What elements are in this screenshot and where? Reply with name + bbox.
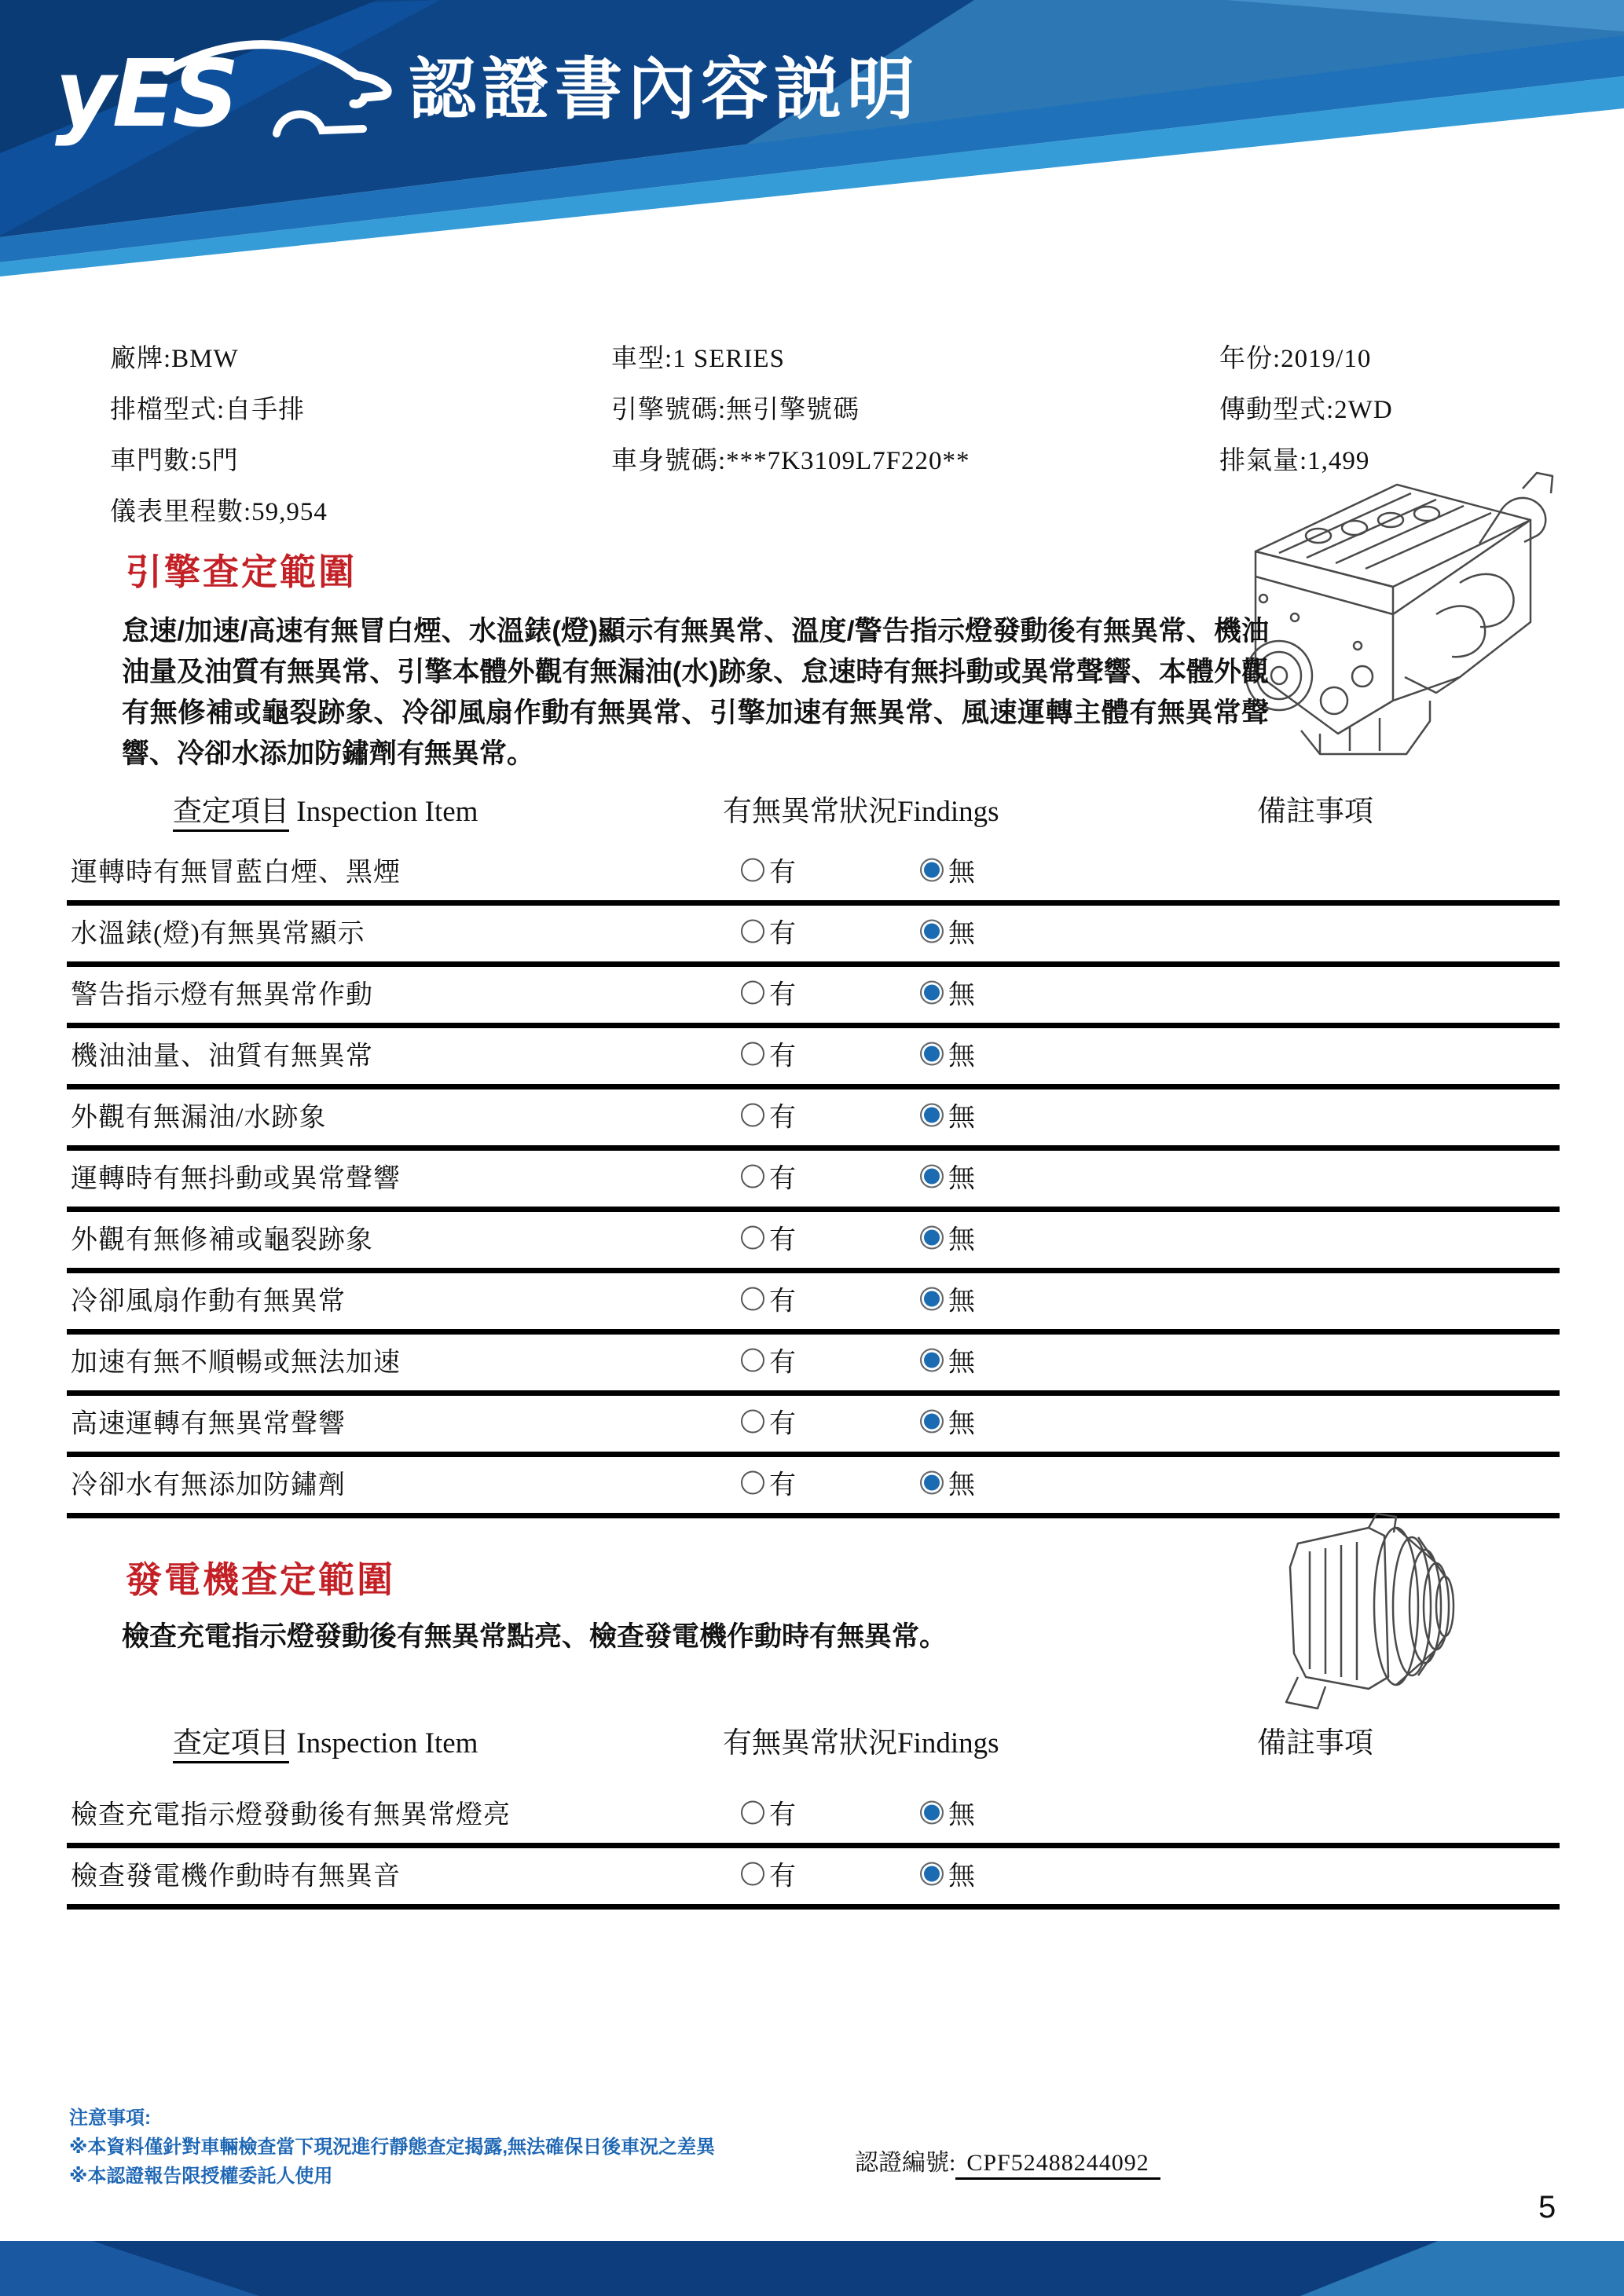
radio-yes [741, 1862, 764, 1885]
radio-yes [741, 1042, 764, 1065]
certificate-number-value: CPF52488244092 [955, 2150, 1160, 2180]
engine-row-8: 冷卻風扇作動有無異常 有 無 [67, 1268, 1560, 1335]
radio-yes [741, 1409, 764, 1433]
radio-no [920, 919, 944, 943]
yes-logo [49, 30, 418, 148]
radio-yes [741, 1800, 764, 1824]
info-brand: 廠牌:BMW [110, 345, 239, 373]
radio-no [920, 980, 944, 1004]
info-mileage: 儀表里程數:59,954 [110, 498, 328, 526]
generator-table-header-findings: 有無異常狀況Findings [723, 1727, 999, 1760]
engine-section-description: 怠速/加速/高速有無冒白煙、水溫錶(燈)顯示有無異常、溫度/警告指示燈發動後有無異常、機油油量及油質有無異常、引擎本體外觀有無漏油(水)跡象、怠速時有無抖動或異常聲響、本體外觀有無修補或龜裂跡象、冷卻風扇作動有無異常、引擎加速有無異常、風速運轉主體有無異常聲響、冷卻水添加防鏽劑有無異常。 [122, 616, 1269, 769]
page-number: 5 [1538, 2190, 1556, 2225]
radio-no [920, 1409, 944, 1433]
page-title: 認證書內容説明 [409, 52, 920, 127]
radio-yes [741, 1348, 764, 1371]
engine-row-4: 機油油量、油質有無異常 有 無 [67, 1023, 1560, 1089]
engine-row-11: 冷卻水有無添加防鏽劑 有 無 [67, 1452, 1560, 1518]
generator-section-title: 發電機查定範圍 [126, 1559, 395, 1600]
logo-text: yES [55, 39, 236, 148]
radio-no [920, 1042, 944, 1065]
generator-table-header-item: 查定項目 Inspection Item [173, 1719, 478, 1761]
radio-yes [741, 1470, 764, 1494]
generator-row-1: 檢查充電指示燈發動後有無異常燈亮 有 無 [67, 1782, 1560, 1848]
radio-yes [741, 1164, 764, 1188]
radio-no [920, 1287, 944, 1310]
radio-yes [741, 1103, 764, 1126]
engine-table-header-item: 查定項目 Inspection Item [173, 787, 478, 829]
vehicle-info-column-1 [110, 334, 328, 538]
info-drivetrain: 傳動型式:2WD [1219, 396, 1393, 424]
radio-no [920, 858, 944, 881]
engine-row-3: 警告指示燈有無異常作動 有 無 [67, 961, 1560, 1028]
info-engine-number: 引擎號碼:無引擎號碼 [611, 396, 860, 424]
engine-row-5: 外觀有無漏油/水跡象 有 無 [67, 1084, 1560, 1151]
alternator-illustration [1251, 1496, 1518, 1716]
radio-no [920, 1348, 944, 1371]
engine-row-6: 運轉時有無抖動或異常聲響 有 無 [67, 1145, 1560, 1212]
engine-row-1: 運轉時有無冒藍白煙、黑煙 有 無 [67, 839, 1560, 906]
note-line-1: ※本資料僅針對車輛檢查當下現況進行靜態查定揭露,無法確保日後車況之差異 [69, 2137, 715, 2158]
engine-row-9: 加速有無不順暢或無法加速 有 無 [67, 1329, 1560, 1396]
info-vin: 車身號碼:***7K3109L7F220** [611, 447, 970, 475]
radio-no [920, 1862, 944, 1885]
engine-table-header-remarks: 備註事項 [1257, 796, 1373, 828]
radio-no [920, 1103, 944, 1126]
info-year: 年份:2019/10 [1219, 345, 1372, 373]
engine-table-header-findings: 有無異常狀況Findings [723, 796, 999, 828]
engine-row-7: 外觀有無修補或龜裂跡象 有 無 [67, 1207, 1560, 1273]
generator-row-2: 檢查發電機作動時有無異音 有 無 [67, 1843, 1560, 1910]
certificate-number-label: 認證編號: [855, 2150, 956, 2176]
info-displacement: 排氣量:1,499 [1219, 447, 1370, 475]
notes-title: 注意事項: [69, 2107, 151, 2129]
radio-no [920, 1800, 944, 1824]
certificate-number [855, 2143, 1160, 2177]
footer-notes [69, 2104, 715, 2191]
engine-row-2: 水溫錶(燈)有無異常顯示 有 無 [67, 900, 1560, 967]
generator-section-description: 檢查充電指示燈發動後有無異常點亮、檢查發電機作動時有無異常。 [122, 1621, 948, 1652]
footer-banner [0, 2241, 1624, 2296]
radio-yes [741, 980, 764, 1004]
engine-section-title: 引擎查定範圍 [126, 551, 357, 592]
radio-no [920, 1225, 944, 1249]
radio-yes [741, 1287, 764, 1310]
engine-row-10: 高速運轉有無異常聲響 有 無 [67, 1390, 1560, 1457]
radio-no [920, 1164, 944, 1188]
radio-yes [741, 858, 764, 881]
info-transmission: 排檔型式:自手排 [110, 396, 306, 424]
radio-yes [741, 1225, 764, 1249]
generator-table-header-remarks: 備註事項 [1257, 1727, 1373, 1760]
note-line-2: ※本認證報告限授權委託人使用 [69, 2166, 333, 2187]
vehicle-info-column-2 [611, 334, 970, 487]
radio-yes [741, 919, 764, 943]
info-doors: 車門數:5門 [110, 447, 239, 475]
info-model: 車型:1 SERIES [611, 345, 785, 373]
radio-no [920, 1470, 944, 1494]
